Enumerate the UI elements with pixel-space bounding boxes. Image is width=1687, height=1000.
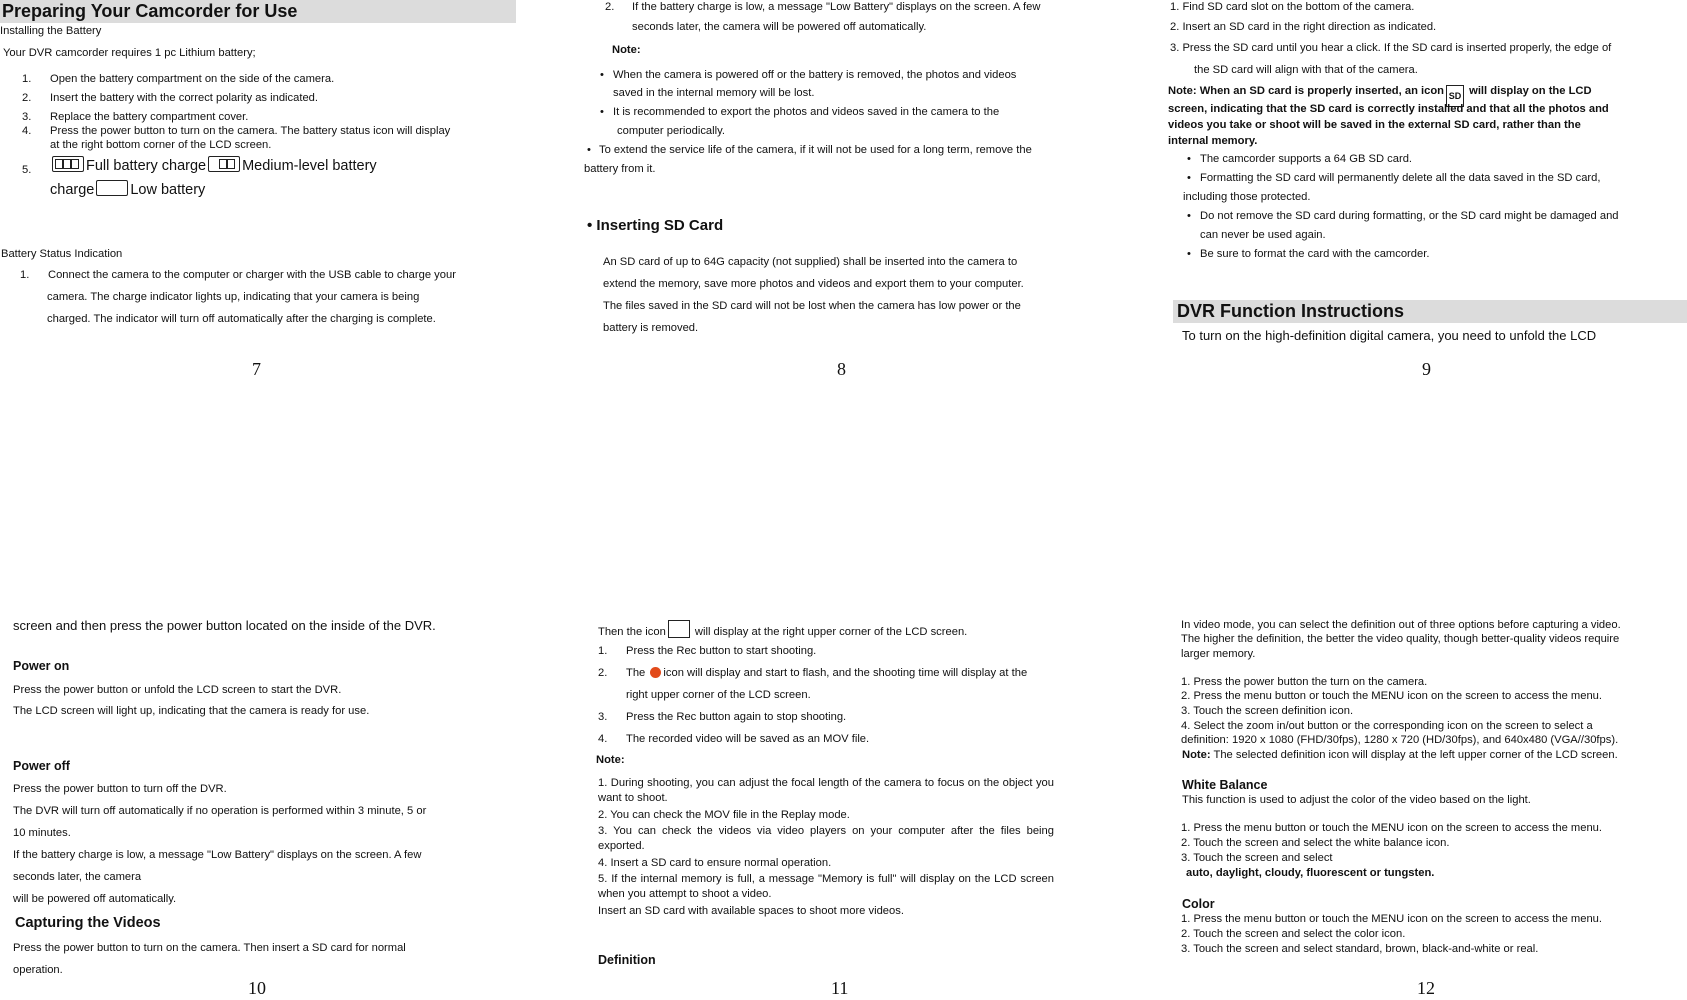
bullet-text: computer periodically. [617, 125, 725, 137]
note-label: Note: [596, 754, 625, 766]
paragraph-line: will be powered off automatically. [13, 893, 177, 905]
step-text: camera. The charge indicator lights up, indicating that your camera is being [47, 291, 420, 303]
battery-legend: Full battery charge Medium-level battery [50, 156, 377, 176]
step-text: at the right bottom corner of the LCD screen. [50, 139, 272, 151]
paragraph-line: The higher the definition, the better the video quality, though better-quality videos require [1181, 633, 1620, 645]
page-number: 9 [1422, 359, 1431, 379]
page-8 [575, 0, 1115, 380]
paragraph-line: operation. [13, 964, 63, 976]
step-text: 2. Touch the screen and select the color icon. [1181, 928, 1406, 940]
note-item: 4. Insert a SD card to ensure normal operation. [598, 857, 832, 869]
step-text: 1. Press the menu button or touch the MENU icon on the screen to access the menu. [1181, 913, 1603, 925]
bullet-text: Be sure to format the card with the camcorder. [1200, 248, 1430, 260]
note-line: Note: When an SD card is properly inserted, an icon SD will display on the LCD [1168, 84, 1592, 107]
bullet-text: can never be used again. [1200, 229, 1326, 241]
section-heading: • Inserting SD Card [587, 217, 724, 234]
page-10 [0, 612, 520, 998]
step-text: charged. The indicator will turn off automatically after the charging is complete. [47, 313, 436, 325]
bullet-text: The camcorder supports a 64 GB SD card. [1200, 153, 1413, 165]
note-item: 5. If the internal memory is full, a message "Memory is full" will display on the LCD screen when you attempt to shoot a video. [598, 873, 1054, 900]
paragraph-line: screen and then press the power button located on the inside of the DVR. [13, 618, 436, 633]
step-text: 2. Insert an SD card in the right direction as indicated. [1170, 21, 1437, 33]
bullet-text: Do not remove the SD card during formatting, or the SD card might be damaged and [1200, 210, 1619, 222]
page-9 [1165, 0, 1687, 380]
paragraph-line: larger memory. [1181, 648, 1256, 660]
bullet-dot: • [600, 106, 604, 118]
note-item: 1. During shooting, you can adjust the focal length of the camera to focus on the object you want to shoot. [598, 777, 1054, 804]
step-number: 1. [598, 645, 608, 657]
step-text: 3. Press the SD card until you hear a click. If the SD card is inserted properly, the edge of [1170, 42, 1612, 54]
step-text: Press the Rec button again to stop shooting. [626, 711, 847, 723]
step-number: 5. [22, 164, 32, 176]
battery-medium-icon [208, 156, 240, 172]
step-text: right upper corner of the LCD screen. [626, 689, 811, 701]
section-heading: Definition [598, 953, 656, 967]
note-item: 3. You can check the videos via video players on your computer after the files being exported. [598, 825, 1054, 852]
step-text: 2. Touch the screen and select the white balance icon. [1181, 837, 1450, 849]
paragraph-line: Then the icon will display at the right upper corner of the LCD screen. [598, 620, 967, 640]
page-title: Preparing Your Camcorder for Use [0, 0, 516, 23]
step-text: 3. Touch the screen and select standard, brown, black-and-white or real. [1181, 943, 1539, 955]
record-dot-icon [650, 667, 661, 678]
paragraph-line: battery is removed. [603, 322, 699, 334]
paragraph-line: The files saved in the SD card will not be lost when the camera has low power or the [603, 300, 1021, 312]
step-text: 3. Touch the screen definition icon. [1181, 705, 1354, 717]
bullet-dot: • [1187, 210, 1191, 222]
step-text: Open the battery compartment on the side of the camera. [50, 73, 335, 85]
section-heading: Installing the Battery [0, 25, 102, 37]
paragraph-line: An SD card of up to 64G capacity (not supplied) shall be inserted into the camera to [603, 256, 1018, 268]
paragraph-line: The DVR will turn off automatically if no operation is performed within 3 minute, 5 or [13, 805, 427, 817]
step-number: 1. [22, 73, 32, 85]
step-text: 1. Find SD card slot on the bottom of the camera. [1170, 1, 1415, 13]
step-text: the SD card will align with that of the camera. [1194, 64, 1418, 76]
section-heading: Capturing the Videos [15, 915, 161, 931]
step-number: 2. [598, 667, 608, 679]
paragraph-line: In video mode, you can select the definition out of three options before capturing a video. [1181, 619, 1621, 631]
bullet-text: saved in the internal memory will be lost. [613, 87, 815, 99]
paragraph-line: 10 minutes. [13, 827, 71, 839]
step-number: 3. [598, 711, 608, 723]
bullet-dot: • [1187, 248, 1191, 260]
note-line: videos you take or shoot will be saved in the external SD card, rather than the [1168, 119, 1581, 131]
paragraph-line: This function is used to adjust the color of the video based on the light. [1182, 794, 1531, 806]
step-number: 2. [22, 92, 32, 104]
step-text: 1. Press the menu button or touch the MENU icon on the screen to access the menu. [1181, 822, 1603, 834]
page-number: 10 [248, 978, 266, 998]
step-text: auto, daylight, cloudy, fluorescent or tungsten. [1186, 867, 1435, 879]
step-text: Replace the battery compartment cover. [50, 111, 249, 123]
paragraph-line: If the battery charge is low, a message "Low Battery" displays on the screen. A few [13, 849, 422, 861]
paragraph-line: extend the memory, save more photos and videos and export them to your computer. [603, 278, 1024, 290]
step-text: Insert the battery with the correct polarity as indicated. [50, 92, 319, 104]
video-camera-icon [668, 620, 690, 638]
note-item: Insert an SD card with available spaces to shoot more videos. [598, 905, 904, 917]
step-text: Press the Rec button to start shooting. [626, 645, 817, 657]
step-text: definition: 1920 x 1080 (FHD/30fps), 1280 x 720 (HD/30fps), and 640x480 (VGA//30fps). [1181, 734, 1619, 746]
step-text: Connect the camera to the computer or charger with the USB cable to charge your [48, 269, 456, 281]
step-text: 1. Press the power button the turn on the camera. [1181, 676, 1428, 688]
step-number: 4. [598, 733, 608, 745]
section-heading: Battery Status Indication [1, 248, 123, 260]
battery-full-icon [52, 156, 84, 172]
battery-low-icon [96, 180, 128, 196]
page-11 [575, 612, 1115, 998]
sd-card-icon: SD [1446, 85, 1464, 107]
step-number: 2. [605, 1, 615, 13]
section-heading: White Balance [1182, 778, 1268, 792]
bullet-text: including those protected. [1183, 191, 1311, 203]
step-text: seconds later, the camera will be powered off automatically. [632, 21, 927, 33]
paragraph: Your DVR camcorder requires 1 pc Lithium battery; [3, 47, 256, 59]
step-text: The icon will display and start to flash, and the shooting time will display at the [626, 667, 1028, 679]
paragraph-line: The LCD screen will light up, indicating that the camera is ready for use. [13, 705, 370, 717]
note-line: screen, indicating that the SD card is correctly installed and that all the photos and [1168, 103, 1609, 115]
step-text: The recorded video will be saved as an MOV file. [626, 733, 870, 745]
step-text: 3. Touch the screen and select [1181, 852, 1333, 864]
paragraph-line: Press the power button to turn on the camera. Then insert a SD card for normal [13, 942, 406, 954]
note-item: 2. You can check the MOV file in the Replay mode. [598, 809, 850, 821]
step-text: Press the power button to turn on the camera. The battery status icon will display [50, 125, 451, 137]
page-number: 11 [831, 978, 849, 998]
step-number: 3. [22, 111, 32, 123]
page-number: 7 [252, 359, 261, 379]
bullet-text: Formatting the SD card will permanently delete all the data saved in the SD card, [1200, 172, 1601, 184]
note-label: Note: [612, 44, 641, 56]
note-line: Note: The selected definition icon will display at the left upper corner of the LCD screen. [1182, 749, 1618, 761]
paragraph-line: To turn on the high-definition digital camera, you need to unfold the LCD [1182, 328, 1597, 343]
section-heading: Power on [13, 659, 70, 673]
bullet-dot: • [600, 69, 604, 81]
bullet-dot: • [587, 144, 591, 156]
page-number: 12 [1417, 978, 1435, 998]
bullet-text: When the camera is powered off or the battery is removed, the photos and videos [613, 69, 1017, 81]
section-heading: Power off [13, 759, 70, 773]
paragraph-line: Press the power button to turn off the DVR. [13, 783, 227, 795]
step-text: 2. Press the menu button or touch the MENU icon on the screen to access the menu. [1181, 690, 1603, 702]
bullet-text: battery from it. [584, 163, 656, 175]
note-line: internal memory. [1168, 135, 1258, 147]
paragraph-line: seconds later, the camera [13, 871, 142, 883]
section-title: DVR Function Instructions [1173, 300, 1687, 323]
paragraph-line: Press the power button or unfold the LCD screen to start the DVR. [13, 684, 342, 696]
section-heading: Color [1182, 897, 1215, 911]
step-number: 4. [22, 125, 32, 137]
step-number: 1. [20, 269, 30, 281]
bullet-text: To extend the service life of the camera, if it will not be used for a long term, remove the [599, 144, 1032, 156]
step-text: If the battery charge is low, a message "Low Battery" displays on the screen. A few [632, 1, 1041, 13]
page-7 [0, 0, 520, 380]
page-12 [1165, 612, 1687, 998]
bullet-text: It is recommended to export the photos and videos saved in the camera to the [613, 106, 1000, 118]
page-number: 8 [837, 359, 846, 379]
bullet-dot: • [1187, 172, 1191, 184]
step-text: 4. Select the zoom in/out button or the corresponding icon on the screen to select a [1181, 720, 1593, 732]
bullet-dot: • [1187, 153, 1191, 165]
battery-legend-line2: charge Low battery [50, 182, 206, 198]
